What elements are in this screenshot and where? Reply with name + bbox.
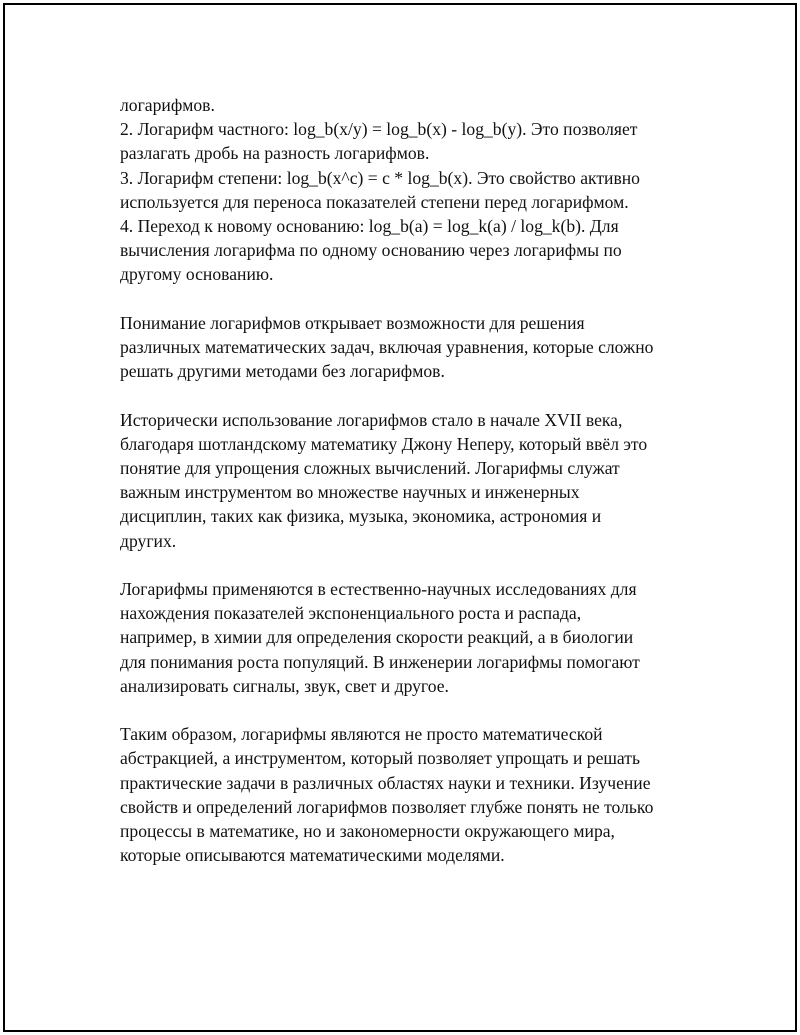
paragraph-log-properties (120, 93, 700, 287)
text-line: различных математических задач, включая уравнения, которые сложно (120, 337, 654, 358)
text-line: понятие для упрощения сложных вычислений. Логарифмы служат (120, 458, 620, 479)
text-line: свойств и определений логарифмов позволяет глубже понять не только (120, 796, 654, 817)
paragraph-applications (120, 577, 700, 698)
text-line: анализировать сигналы, звук, свет и другое. (120, 675, 449, 696)
text-line: Таким образом, логарифмы являются не просто математической (120, 724, 603, 745)
paragraph-conclusion (120, 722, 700, 867)
text-line: нахождения показателей экспоненциального роста и распада, (120, 603, 582, 624)
text-line: решать другими методами без логарифмов. (120, 361, 445, 382)
text-line: Логарифмы применяются в естественно-научных исследованиях для (120, 579, 637, 600)
text-line: 3. Логарифм степени: log_b(x^c) = c * log_b(x). Это свойство активно (120, 167, 640, 188)
text-line: других. (120, 530, 177, 551)
text-line: разлагать дробь на разность логарифмов. (120, 143, 430, 164)
text-line: важным инструментом во множестве научных и инженерных (120, 482, 580, 503)
text-line: Исторически использование логарифмов стало в начале XVII века, (120, 409, 623, 430)
paragraph-understanding (120, 311, 700, 384)
text-line: которые описываются математическими моделями. (120, 845, 505, 866)
text-line: логарифмов. (120, 95, 215, 115)
text-line: 2. Логарифм частного: log_b(x/y) = log_b(x) - log_b(y). Это позволяет (120, 119, 638, 140)
text-line: процессы в математике, но и закономерности окружающего мира, (120, 821, 615, 842)
text-line: вычисления логарифма по одному основанию через логарифмы по (120, 240, 622, 261)
document-body (120, 93, 700, 892)
text-line: практические задачи в различных областях науки и техники. Изучение (120, 772, 651, 793)
text-line: 4. Переход к новому основанию: log_b(a) = log_k(a) / log_k(b). Для (120, 216, 619, 237)
text-line: Понимание логарифмов открывает возможности для решения (120, 312, 585, 333)
paragraph-history (120, 408, 700, 553)
text-line: для понимания роста популяций. В инженерии логарифмы помогают (120, 651, 640, 672)
document-page (3, 3, 797, 1032)
text-line: другому основанию. (120, 264, 274, 285)
text-line: благодаря шотландскому математику Джону Неперу, который ввёл это (120, 433, 648, 454)
text-line: например, в химии для определения скорости реакций, а в биологии (120, 627, 634, 648)
text-line: используется для переноса показателей степени перед логарифмом. (120, 191, 629, 212)
text-line: дисциплин, таких как физика, музыка, экономика, астрономия и (120, 506, 602, 527)
text-line: абстракцией, а инструментом, который позволяет упрощать и решать (120, 748, 641, 769)
